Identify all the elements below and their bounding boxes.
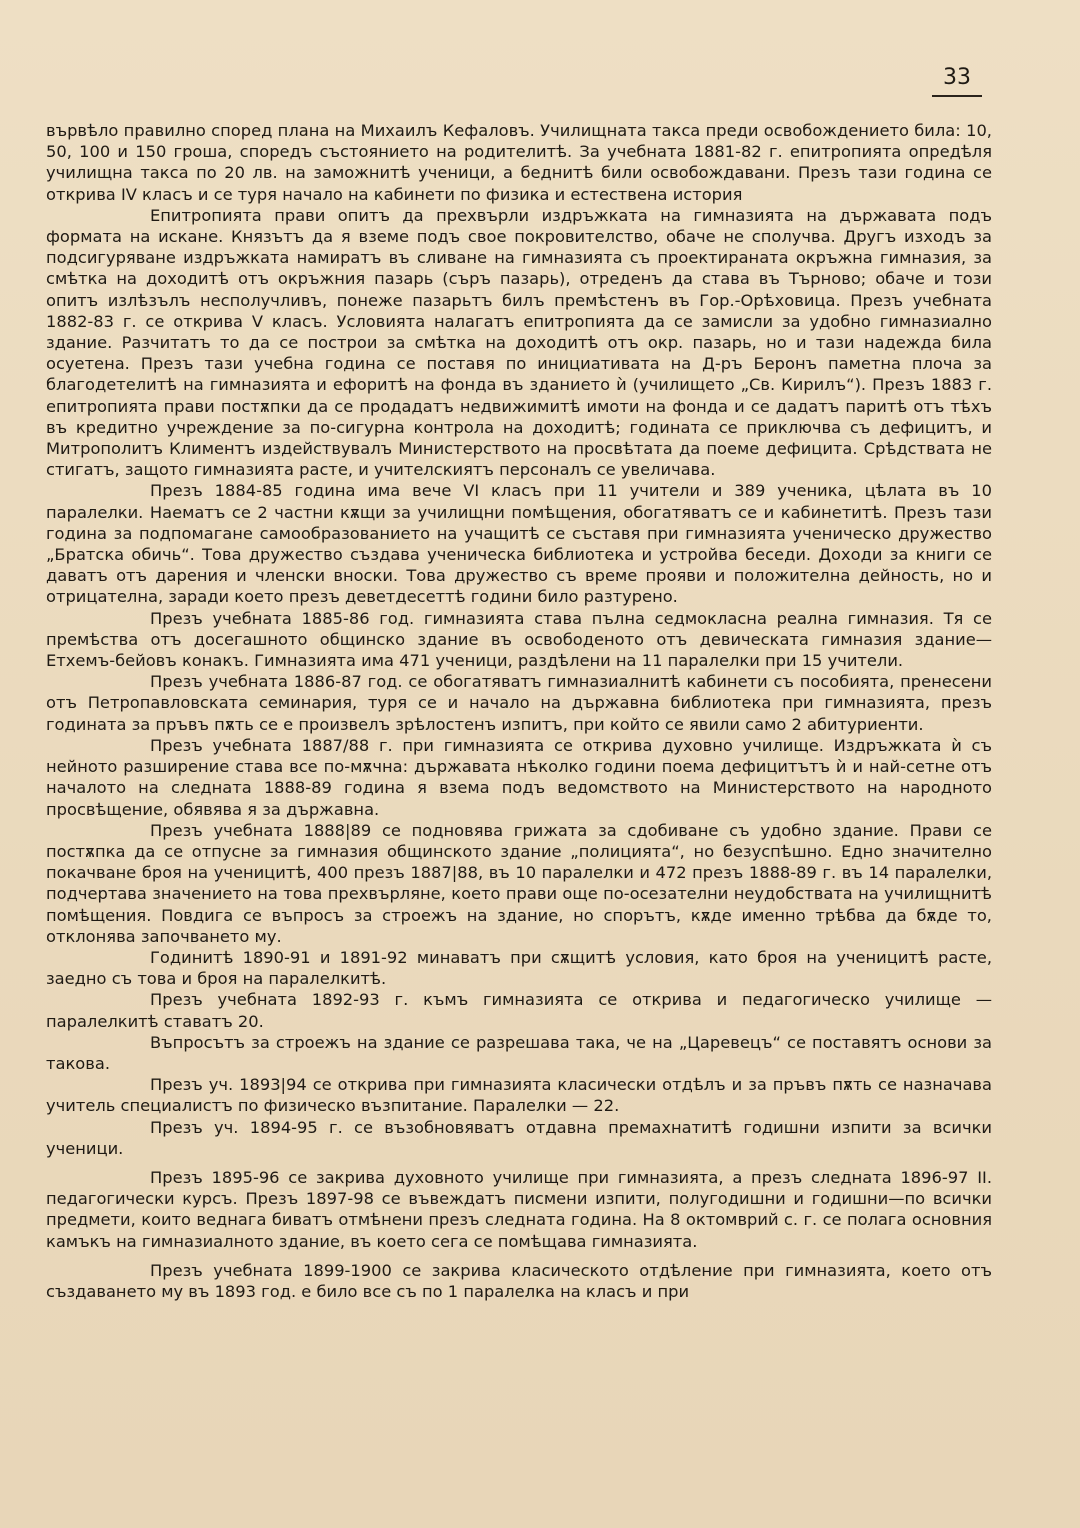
paragraph-6: Презъ учебната 1887/88 г. при гимназията се открива духовно училище. Издръжката ѝ съ нейното разширение става все по-мѫчна: държавата нѣколко години поема дефицитътъ ѝ и най-сетне отъ началото на следната 1888-89 година я взема подъ ведомството на Министерството на народното просвѣщение, обявява я за държавна. <box>46 735 992 819</box>
paragraph-2: Епитропията прави опитъ да прехвърли издръжката на гимназията на държавата подъ формата на искане. Князътъ да я вземе подъ свое покровителство, обаче не сполучва. Другъ изходъ за подсигуряване издръжката намиратъ въ сливане на гимназията съ проектираната окръжна гимназия, за смѣтка на доходитѣ отъ окръжния пазарь (съръ пазарь), отреденъ да става въ Търново; обаче и този опитъ излѣзълъ несполучливъ, понеже пазарьтъ билъ премѣстенъ въ Гор.-Орѣховица. Презъ учебната 1882-83 г. се открива V класъ. Условията налагатъ епитропията да се замисли за удобно гимназиално здание. Разчитатъ то да се построи за смѣтка на доходитѣ отъ окр. пазарь, но и тази надежда била осуетена. Презъ тази учебна година се поставя по инициативата на Д-ръ Беронъ паметна плоча за благодетелитѣ на гимназията и ефоритѣ на фонда въ зданието ѝ (училището „Св. Кирилъ“). Презъ 1883 г. епитропията прави постѫпки да се продадатъ недвижимитѣ имоти на фонда и се дадатъ паритѣ отъ тѣхъ въ кредитно учреждение за по-сигурна контрола на доходитѣ; годината се приключва съ дефицитъ, и Митрополитъ Климентъ издействувалъ Министерството на просвѣтата да поеме дефицита. Срѣдствата не стигатъ, защото гимназията расте, и учителскиятъ персоналъ се увеличава. <box>46 205 992 480</box>
paragraph-4: Презъ учебната 1885-86 год. гимназията става пълна седмокласна реална гимназия. Тя се премѣства отъ досегашното общинско здание въ освободеното отъ девическата гимназия здание— Етхемъ-бейовъ конакъ. Гимназията има 471 ученици, раздѣлени на 11 паралелки при 15 учители. <box>46 608 992 671</box>
page-number: 33 <box>932 64 982 97</box>
paragraph-3: Презъ 1884-85 година има вече VI класъ при 11 учители и 389 ученика, цѣлата въ 10 паралелки. Наематъ се 2 частни кѫщи за училищни помѣщения, обогатяватъ се и кабинетитѣ. Презъ тази година за подпомагане самообразованието на учащитѣ се съставя при гимназията ученическо дружество „Братска обичь“. Това дружество създава ученическа библиотека и устройва беседи. Доходи за книги се даватъ отъ дарения и членски вноски. Това дружество съ време прояви и положителна дейность, но и отрицателна, заради което презъ деветдесеттѣ години било разтурено. <box>46 481 992 607</box>
body-text <box>46 120 992 1302</box>
paragraph-13: Презъ 1895-96 се закрива духовното училище при гимназията, а презъ следната 1896-97 II. педагогически курсъ. Презъ 1897-98 се въвеждатъ писмени изпити, полугодишни и годишни—по всички предмети, които веднага биватъ отмѣнени презъ следната година. На 8 октомврий с. г. се полага основния камъкъ на гимназиалното здание, въ което сега се помѣщава гимназията. <box>46 1167 992 1251</box>
paragraph-11: Презъ уч. 1893|94 се открива при гимназията класически отдѣлъ и за пръвъ пѫть се назначава учитель специалистъ по физическо възпитание. Паралелки — 22. <box>46 1075 992 1116</box>
paragraph-9: Презъ учебната 1892-93 г. къмъ гимназията се открива и педагогическо училище —паралелкитѣ ставатъ 20. <box>46 990 992 1031</box>
paragraph-12: Презъ уч. 1894-95 г. се възобновяватъ отдавна премахнатитѣ годишни изпити за всички ученици. <box>46 1117 992 1158</box>
paragraph-1: вървѣло правилно според плана на Михаилъ Кефаловъ. Училищната такса преди освобождението била: 10, 50, 100 и 150 гроша, споредъ състоянието на родителитѣ. За учебната 1881-82 г. епитропията опредѣля училищна такса по 20 лв. на заможнитѣ ученици, а беднитѣ били освобождавани. Презъ тази година се открива IV класъ и се туря начало на кабинети по физика и естествена история <box>46 121 992 204</box>
paragraph-10: Въпросътъ за строежъ на здание се разрешава така, че на „Царевецъ“ се поставятъ основи за такова. <box>46 1032 992 1073</box>
paragraph-5: Презъ учебната 1886-87 год. се обогатяватъ гимназиалнитѣ кабинети съ пособията, пренесени отъ Петропавловската семинария, туря се и начало на държавна библиотека при гимназията, презъ годината за пръвъ пѫть се е произвелъ зрѣлостенъ изпитъ, при който се явили само 2 абитуриенти. <box>46 672 992 734</box>
paragraph-7: Презъ учебната 1888|89 се подновява грижата за сдобиване съ удобно здание. Прави се постѫпка да се отпусне за гимназия общинското здание „полицията“, но безуспѣшно. Едно значително покачване броя на ученицитѣ, 400 презъ 1887|88, въ 10 паралелки и 472 презъ 1888-89 г. въ 14 паралелки, подчертава значението на това прехвърляне, което прави още по-осезателни неудобствата на училищнитѣ помѣщения. Повдига се въпросъ за строежъ на здание, но спорътъ, кѫде именно трѣбва да бѫде то, отклонява започването му. <box>46 820 992 946</box>
paragraph-8: Годинитѣ 1890-91 и 1891-92 минаватъ при сѫщитѣ условия, като броя на ученицитѣ расте, заедно съ това и броя на паралелкитѣ. <box>46 947 992 989</box>
paragraph-14: Презъ учебната 1899-1900 се закрива класическото отдѣление при гимназията, което отъ създаването му въ 1893 год. е било все съ по 1 паралелка на класъ и при <box>46 1260 992 1301</box>
